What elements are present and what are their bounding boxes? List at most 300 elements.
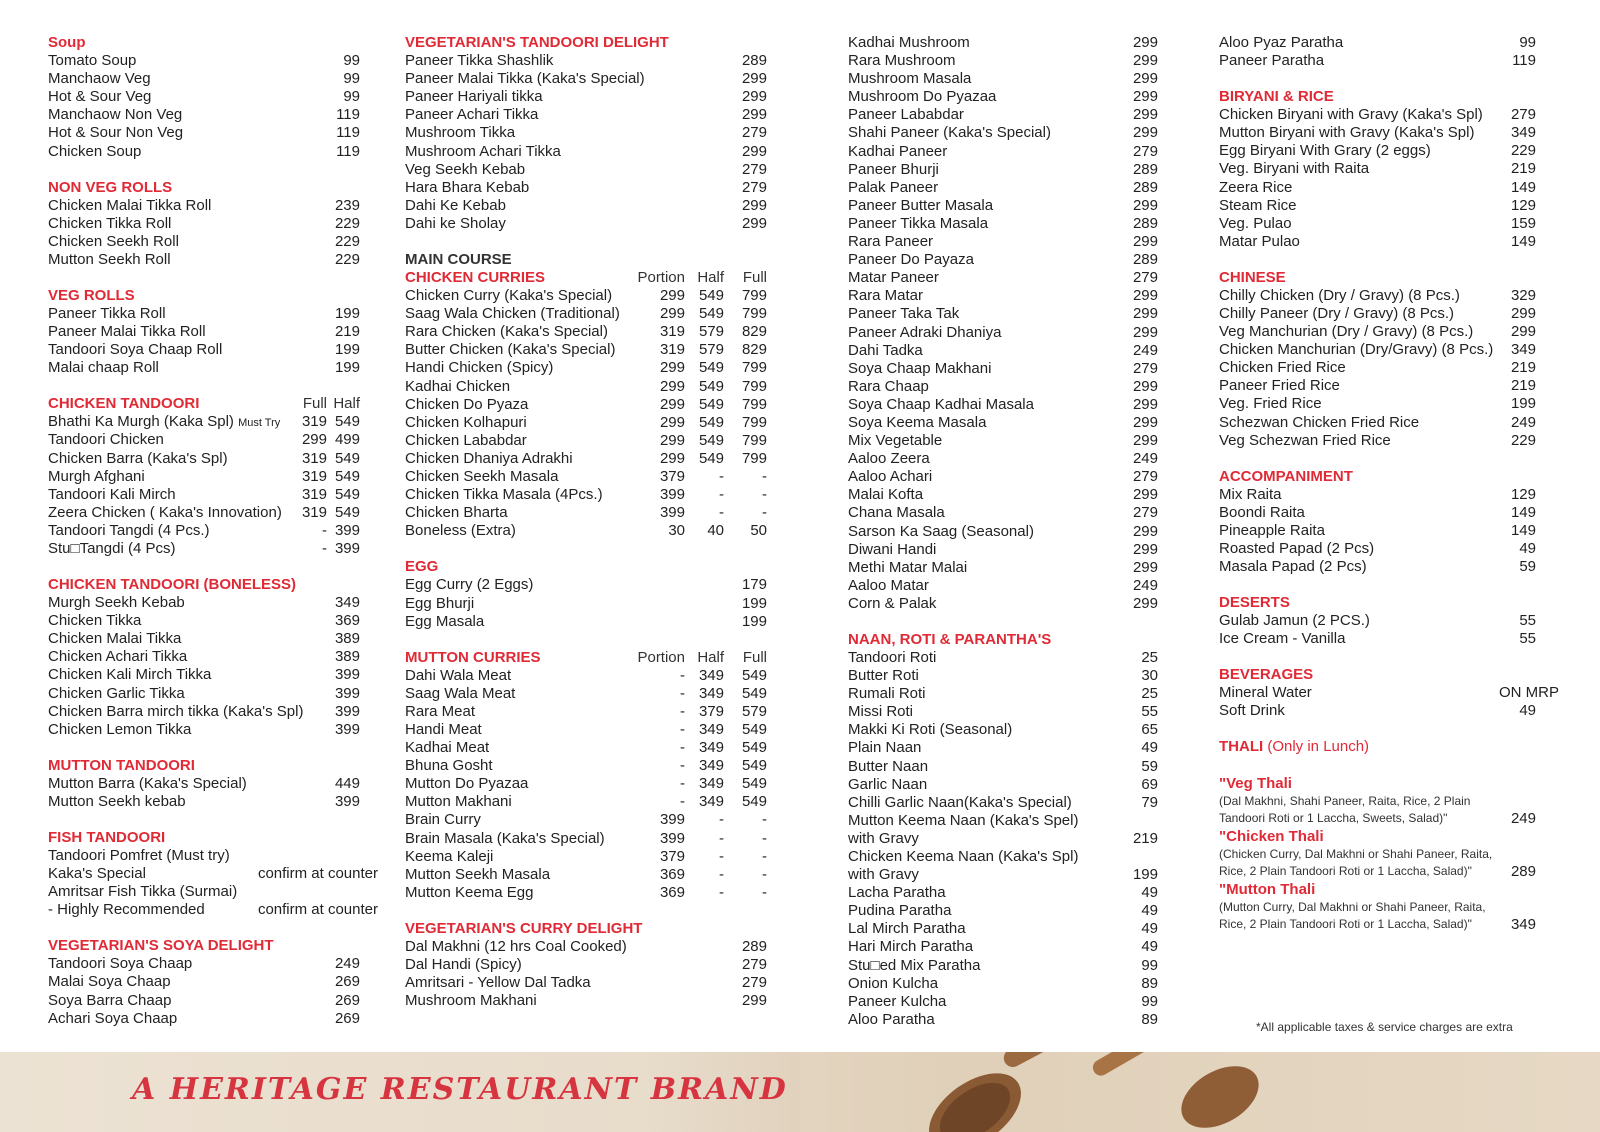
item-price-b: 549 [334, 449, 360, 467]
item-price: 149 [1510, 178, 1536, 196]
menu-item [48, 703, 378, 721]
item-price: 149 [1510, 521, 1536, 539]
item-price-c: 799 [741, 395, 767, 413]
item-name: Ice Cream - Vanilla [1219, 630, 1346, 648]
menu-item [405, 830, 770, 848]
item-price: 199 [1132, 866, 1158, 884]
item-price: 299 [1510, 323, 1536, 341]
item-name: Chicken Achari Tikka [48, 648, 188, 666]
menu-section [48, 287, 378, 377]
section-title: MUTTON TANDOORI [48, 756, 195, 774]
column-header: Full [302, 395, 327, 413]
menu-item [405, 287, 770, 305]
section-title: VEGETARIAN'S TANDOORI DELIGHT [405, 34, 669, 51]
item-name [405, 848, 493, 866]
item-price: 329 [1510, 286, 1536, 304]
item-name: Methi Matar Malai [848, 558, 968, 576]
item-price-b: 399 [334, 521, 360, 539]
item-price-a: 319 [659, 341, 685, 359]
item-name: Tomato Soup [48, 52, 137, 70]
thali-desc-text: (Chicken Curry, Dal Makhni or Shahi Paneer, Raita, Rice, 2 Plain Tandoori Roti or 1 Laccha, Salad)" [1219, 846, 1493, 879]
thali-description [1219, 899, 1536, 934]
menu-item [48, 341, 378, 359]
item-name-text: Chicken Dhaniya Adrakhi [405, 449, 573, 467]
section-title: FISH TANDOORI [48, 828, 166, 846]
menu-item [848, 504, 1158, 522]
menu-item [405, 721, 770, 739]
item-name: Malai Kofta [848, 486, 924, 504]
item-price: 99 [343, 70, 360, 88]
menu-item [48, 793, 378, 811]
menu-item [48, 721, 378, 739]
item-name [405, 378, 510, 396]
item-name: Chicken Kali Mirch Tikka [48, 666, 212, 684]
menu-item [848, 161, 1158, 179]
item-name: Aaloo Matar [848, 576, 929, 594]
item-name: Mutton Keema Naan (Kaka's Spel) [848, 811, 1079, 829]
item-name: - Highly Recommended [48, 901, 205, 919]
item-price: 129 [1510, 485, 1536, 503]
item-name [405, 830, 605, 848]
menu-item [848, 920, 1158, 938]
item-price: 299 [1132, 377, 1158, 395]
menu-item [848, 957, 1158, 975]
item-price: 299 [1132, 196, 1158, 214]
section-title: VEG ROLLS [48, 286, 135, 304]
item-price: 249 [1132, 341, 1158, 359]
item-price: 269 [334, 991, 360, 1009]
must-try-tag: Must Try [238, 417, 281, 430]
item-name: Pineapple Raita [1219, 521, 1325, 539]
section-title [1219, 738, 1559, 756]
menu-item [405, 52, 770, 70]
item-price-a: - [680, 720, 685, 738]
item-price: 299 [741, 106, 767, 124]
menu-item [405, 595, 770, 613]
menu-item [1219, 215, 1559, 233]
menu-item [1219, 106, 1559, 124]
thali-subtitle: (Only in Lunch) [1267, 738, 1370, 756]
item-price-c: 799 [741, 413, 767, 431]
item-price-c: - [762, 883, 767, 901]
item-price: 49 [1141, 938, 1158, 956]
item-name: Paneer Fried Rice [1219, 377, 1340, 395]
menu-item [848, 233, 1158, 251]
item-price-a: 399 [659, 504, 685, 522]
item-price: 299 [1132, 323, 1158, 341]
item-price: 289 [1132, 251, 1158, 269]
item-price: 199 [741, 612, 767, 630]
item-name [405, 811, 481, 829]
menu-item [405, 757, 770, 775]
item-name: Chicken Tikka Roll [48, 214, 172, 232]
menu-item [848, 830, 1158, 848]
item-name [405, 287, 612, 305]
menu-item [848, 1011, 1158, 1029]
item-price: 25 [1141, 648, 1158, 666]
item-price-a: 30 [668, 522, 685, 540]
item-price: 49 [1141, 920, 1158, 938]
item-price-c: 549 [741, 793, 767, 811]
item-name: Chicken Malai Tikka [48, 630, 182, 648]
menu-item [848, 975, 1158, 993]
menu-item [1219, 160, 1559, 178]
menu-item [1219, 323, 1559, 341]
item-name: Shahi Paneer (Kaka's Special) [848, 124, 1051, 142]
item-price: 389 [334, 630, 360, 648]
item-name [48, 540, 175, 558]
item-name: Dal Handi (Spicy) [405, 955, 522, 973]
item-name-text: Mutton Seekh Masala [405, 865, 551, 883]
menu-item [48, 323, 378, 341]
item-name: Roasted Papad (2 Pcs) [1219, 540, 1375, 558]
menu-item [848, 703, 1158, 721]
item-name [405, 703, 475, 721]
item-name: Mushroom Achari Tikka [405, 142, 561, 160]
item-name: Mutton Seekh kebab [48, 792, 186, 810]
item-price-b: 549 [698, 287, 724, 305]
menu-section [1219, 269, 1559, 450]
menu-column-2 [405, 34, 770, 1028]
thali-description [1219, 846, 1536, 881]
item-price: 129 [1510, 196, 1536, 214]
item-name: Veg Seekh Kebab [405, 160, 526, 178]
item-name: Kadhai Mushroom [848, 34, 970, 51]
menu-item [405, 522, 770, 540]
menu-item [1219, 34, 1559, 52]
item-price-a: - [322, 540, 327, 558]
item-price-a: 319 [301, 503, 327, 521]
item-price: 99 [1519, 34, 1536, 51]
item-price-a: 399 [659, 811, 685, 829]
item-name: Paneer Tikka Roll [48, 305, 166, 322]
menu-item [848, 70, 1158, 88]
item-name: Chicken Biryani with Gravy (Kaka's Spl) [1219, 106, 1483, 124]
item-price-b: 549 [698, 377, 724, 395]
menu-item [48, 106, 378, 124]
item-name-text: Mutton Keema Egg [405, 883, 534, 901]
item-price: 279 [741, 955, 767, 973]
item-name: Garlic Naan [848, 775, 928, 793]
item-name: Mix Vegetable [848, 432, 943, 450]
menu-item [48, 955, 378, 973]
item-name: Amritsar Fish Tikka (Surmai) [48, 883, 238, 901]
section-title: VEGETARIAN'S SOYA DELIGHT [48, 937, 274, 955]
item-price: 299 [1132, 233, 1158, 251]
item-name: Kaka's Special [48, 865, 146, 883]
item-price-c: - [762, 865, 767, 883]
menu-item [1219, 395, 1559, 413]
item-price-c: 549 [741, 720, 767, 738]
menu-item [48, 865, 378, 883]
item-name: Rara Paneer [848, 233, 934, 251]
item-price-b: 349 [698, 720, 724, 738]
menu-item [1219, 52, 1559, 70]
item-price-a: 379 [659, 847, 685, 865]
item-price: 299 [1132, 522, 1158, 540]
item-price: confirm at counter [257, 901, 378, 919]
item-price-a: - [322, 521, 327, 539]
menu-item [1219, 179, 1559, 197]
item-price: 279 [1132, 468, 1158, 486]
menu-item [848, 360, 1158, 378]
item-name: Paneer Butter Masala [848, 196, 994, 214]
menu-item [48, 522, 378, 540]
item-name: Palak Paneer [848, 178, 939, 196]
item-price: 349 [1510, 341, 1536, 359]
item-price: 229 [334, 250, 360, 268]
item-name: Tandoori Soya Chaap Roll [48, 341, 223, 359]
item-price-a: 399 [659, 486, 685, 504]
item-price: 149 [1510, 503, 1536, 521]
item-name: Manchaow Veg [48, 70, 151, 88]
menu-item [405, 739, 770, 757]
menu-item [1219, 142, 1559, 160]
menu-item [405, 486, 770, 504]
item-price: 289 [741, 937, 767, 955]
item-name: Hot & Sour Veg [48, 88, 152, 106]
menu-item [848, 938, 1158, 956]
item-price-b: 549 [698, 305, 724, 323]
item-name: Soya Chaap Makhani [848, 359, 992, 377]
menu-item [405, 504, 770, 522]
item-name [405, 359, 553, 377]
item-price: 99 [343, 52, 360, 70]
item-name: Chilly Chicken (Dry / Gravy) (8 Pcs.) [1219, 286, 1460, 304]
item-name: Paneer Do Payaza [848, 251, 974, 269]
item-name: Tandoori Roti [848, 648, 937, 666]
item-name: Masala Papad (2 Pcs) [1219, 558, 1367, 576]
item-price: 229 [1510, 431, 1536, 449]
item-price: 219 [334, 323, 360, 341]
item-price: 299 [741, 70, 767, 88]
item-price: 289 [741, 52, 767, 70]
menu-item [848, 794, 1158, 812]
menu-item [848, 88, 1158, 106]
item-price-b: 349 [698, 793, 724, 811]
main-course-heading: MAIN COURSE [405, 250, 512, 268]
item-price: 279 [1132, 504, 1158, 522]
item-name: Paneer Malai Tikka (Kaka's Special) [405, 70, 645, 88]
item-name [405, 866, 550, 884]
item-price-b: 349 [698, 739, 724, 757]
item-price-c: - [762, 468, 767, 486]
item-name [405, 884, 533, 902]
item-name: Mineral Water [1219, 684, 1312, 702]
item-price-c: 799 [741, 449, 767, 467]
item-name: Paneer Kulcha [848, 992, 947, 1010]
menu-item [405, 938, 770, 956]
menu-item [848, 34, 1158, 52]
menu-item [848, 52, 1158, 70]
item-name-text: Chicken Curry (Kaka's Special) [405, 287, 613, 305]
item-price-b: 549 [698, 449, 724, 467]
item-price-a: 369 [659, 883, 685, 901]
item-price: 299 [741, 88, 767, 106]
menu-item [848, 758, 1158, 776]
menu-item [1219, 124, 1559, 142]
menu-item [848, 667, 1158, 685]
menu-item [848, 450, 1158, 468]
item-price: 299 [741, 214, 767, 232]
section-title-text: MUTTON CURRIES [405, 648, 541, 666]
item-price-c: 50 [750, 522, 767, 540]
item-price-a: 319 [301, 449, 327, 467]
menu-item [848, 287, 1158, 305]
menu-item [48, 305, 378, 323]
menu-item [48, 143, 378, 161]
item-name [48, 522, 209, 540]
item-price-c: 549 [741, 739, 767, 757]
item-price-a: 399 [659, 829, 685, 847]
item-name [405, 721, 482, 739]
menu-item [405, 106, 770, 124]
item-price: 49 [1519, 702, 1536, 720]
item-name: Murgh Seekh Kebab [48, 594, 185, 612]
section-title: CHICKEN TANDOORI (BONELESS) [48, 576, 297, 593]
item-name [405, 504, 508, 522]
item-name: Chicken Seekh Roll [48, 232, 179, 250]
tax-note: *All applicable taxes & service charges are extra [1256, 1020, 1513, 1034]
item-price: 299 [1132, 52, 1158, 70]
item-price: 219 [1510, 359, 1536, 377]
item-name: Sarson Ka Saag (Seasonal) [848, 522, 1034, 540]
thali-description [1219, 793, 1536, 828]
item-price-a: 379 [659, 468, 685, 486]
item-name-text: Chicken Bharta [405, 504, 508, 522]
item-price: 229 [1510, 142, 1536, 160]
item-name: Makki Ki Roti (Seasonal) [848, 721, 1013, 739]
menu-item [1219, 432, 1559, 450]
menu-item [48, 251, 378, 269]
item-name: Malai chaap Roll [48, 359, 159, 377]
column-header: Full [742, 269, 767, 287]
menu-item [48, 594, 378, 612]
item-name: Matar Pulao [1219, 232, 1300, 250]
item-price: 229 [334, 232, 360, 250]
item-name: Dahi Ke Kebab [405, 196, 506, 214]
section-title [405, 269, 770, 287]
brand-tagline: A HERITAGE RESTAURANT BRAND [132, 1072, 788, 1107]
item-price: 249 [1132, 576, 1158, 594]
menu-item [48, 775, 378, 793]
menu-item [405, 974, 770, 992]
item-price: 99 [1141, 956, 1158, 974]
item-name: with Gravy [848, 866, 919, 884]
menu-item [48, 540, 378, 558]
item-name-text: Handi Chicken (Spicy) [405, 359, 554, 377]
item-name [405, 305, 620, 323]
item-name: Onion Kulcha [848, 974, 939, 992]
item-name-text: Chicken Barra (Kaka's Spl) [48, 449, 228, 467]
item-price: 399 [334, 720, 360, 738]
menu-item [1219, 305, 1559, 323]
item-price-c: - [762, 847, 767, 865]
menu-item [48, 450, 378, 468]
item-price: 289 [1132, 214, 1158, 232]
item-price-b: 379 [698, 702, 724, 720]
item-price: 299 [1132, 594, 1158, 612]
item-price-a: - [680, 666, 685, 684]
menu-item [405, 848, 770, 866]
item-price-a: - [680, 757, 685, 775]
item-name: Mushroom Makhani [405, 992, 537, 1010]
item-name: Veg. Pulao [1219, 214, 1292, 232]
item-price-c: 799 [741, 359, 767, 377]
item-name: Chicken Malai Tikka Roll [48, 196, 212, 214]
menu-item [405, 450, 770, 468]
menu-item [848, 685, 1158, 703]
item-name: Chilly Paneer (Dry / Gravy) (8 Pcs.) [1219, 305, 1455, 322]
item-name: Paneer Bhurji [848, 160, 939, 178]
item-price: 199 [334, 305, 360, 322]
section-title [48, 395, 378, 413]
menu-item [1219, 612, 1559, 630]
item-price-b: - [719, 486, 724, 504]
item-price: 79 [1141, 793, 1158, 811]
item-price: 289 [1132, 160, 1158, 178]
column-header: Half [697, 648, 724, 666]
menu-section [48, 576, 378, 739]
menu-item [48, 648, 378, 666]
menu-item [848, 251, 1158, 269]
item-name: Amritsari - Yellow Dal Tadka [405, 974, 591, 992]
item-price-a: 299 [659, 377, 685, 395]
menu-item [405, 613, 770, 631]
item-price: ON MRP [1499, 684, 1559, 702]
menu-item [848, 215, 1158, 233]
menu-item [405, 359, 770, 377]
menu-item [1219, 414, 1559, 432]
thali-price: 249 [1510, 810, 1536, 828]
menu-item [405, 161, 770, 179]
item-price: 299 [1132, 124, 1158, 142]
menu-item [405, 341, 770, 359]
menu-item [848, 124, 1158, 142]
menu-item [405, 179, 770, 197]
item-name: Soya Chaap Kadhai Masala [848, 395, 1034, 413]
menu-section [848, 34, 1158, 613]
menu-item [1219, 522, 1559, 540]
menu-item [405, 811, 770, 829]
item-price: 89 [1141, 1010, 1158, 1028]
item-price: 199 [741, 594, 767, 612]
item-price-b: 549 [698, 359, 724, 377]
menu-item [405, 378, 770, 396]
menu-item [48, 666, 378, 684]
menu-item [1219, 486, 1559, 504]
menu-item [848, 559, 1158, 577]
item-price: 179 [741, 576, 767, 594]
item-name: Lacha Paratha [848, 884, 946, 902]
item-price-b: 549 [698, 431, 724, 449]
item-name [405, 667, 511, 685]
item-price-b: 549 [334, 413, 360, 431]
item-price-b: 549 [698, 413, 724, 431]
menu-item [48, 612, 378, 630]
item-price: 49 [1519, 540, 1536, 558]
item-name [48, 450, 228, 468]
menu-item [405, 305, 770, 323]
item-price: 55 [1519, 630, 1536, 648]
item-price: 299 [1132, 486, 1158, 504]
item-name: Lal Mirch Paratha [848, 920, 966, 938]
item-name: Mutton Biryani with Gravy (Kaka's Spl) [1219, 124, 1475, 142]
menu-section [1219, 468, 1559, 577]
item-price-b: 349 [698, 757, 724, 775]
item-name-text: Butter Chicken (Kaka's Special) [405, 341, 616, 359]
menu-item [48, 359, 378, 377]
